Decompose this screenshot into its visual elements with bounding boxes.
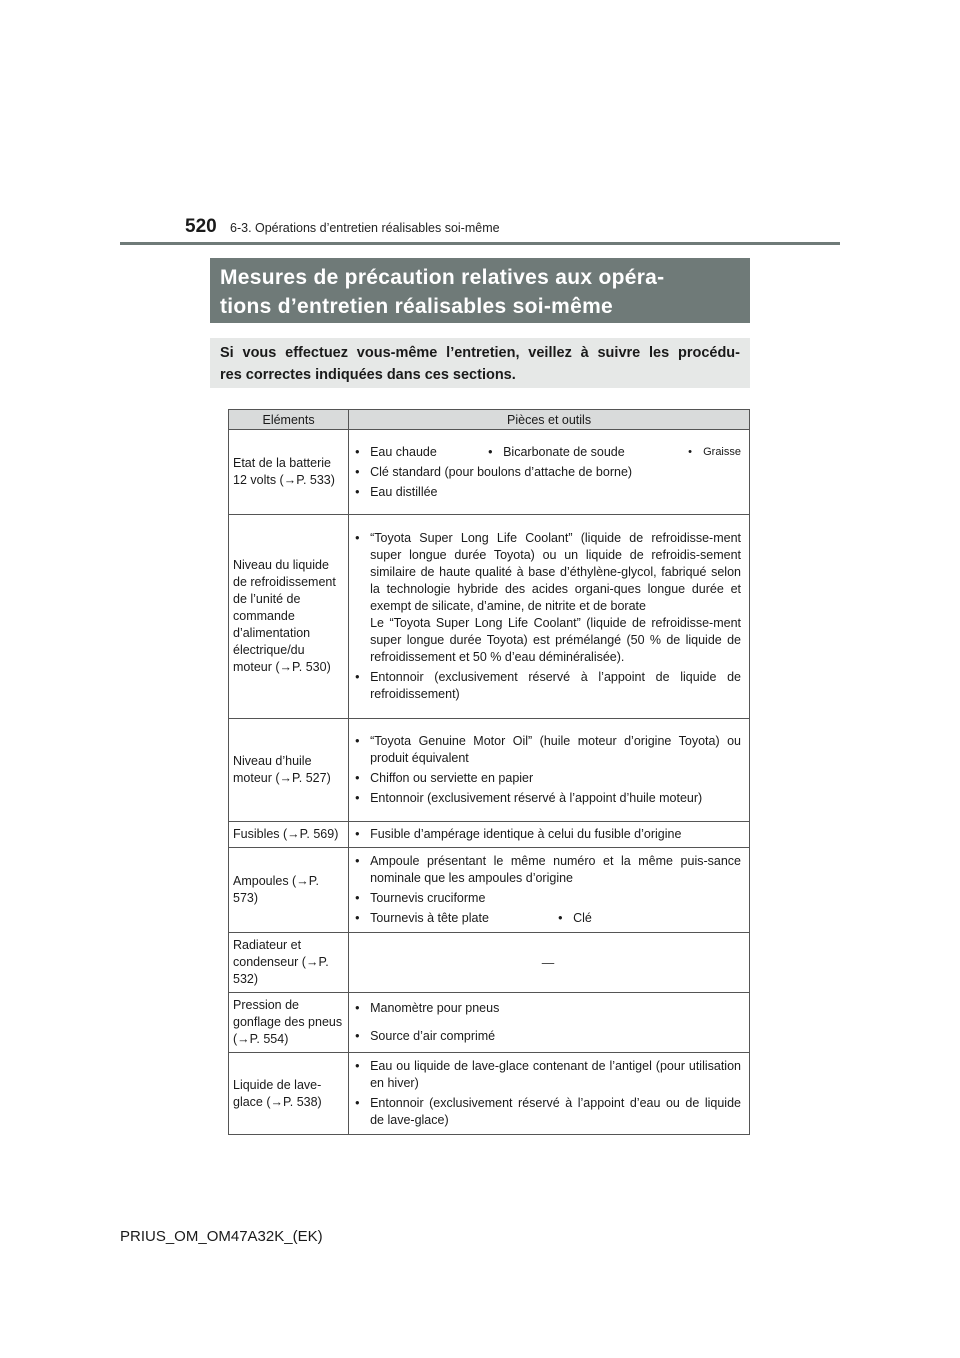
list-item: • Fusible d’ampérage identique à celui du fusible d’origine bbox=[355, 826, 741, 843]
list-item: • Tournevis cruciforme bbox=[355, 890, 741, 907]
header-elements: Eléments bbox=[229, 410, 349, 430]
list-item bbox=[355, 530, 741, 666]
parts-cell bbox=[349, 822, 750, 848]
element-cell: Pression de gonflage des pneus (→P. 554) bbox=[229, 993, 349, 1053]
list-item: • Manomètre pour pneus bbox=[355, 1000, 741, 1017]
element-cell: Niveau d’huile moteur (→P. 527) bbox=[229, 719, 349, 822]
table-row bbox=[229, 993, 750, 1053]
inline-item-group bbox=[355, 910, 741, 927]
list-item: • Entonnoir (exclusivement réservé à l’appoint de liquide de refroidissement) bbox=[355, 669, 741, 703]
parts-cell bbox=[349, 993, 750, 1053]
list-item: • Graisse bbox=[688, 444, 741, 461]
table-row bbox=[229, 515, 750, 719]
element-cell: Ampoules (→P. 573) bbox=[229, 848, 349, 933]
table-row bbox=[229, 822, 750, 848]
list-item: • “Toyota Genuine Motor Oil” (huile moteur d’origine Toyota) ou produit équivalent bbox=[355, 733, 741, 767]
list-item: • Eau ou liquide de lave-glace contenant de l’antigel (pour utilisation en hiver) bbox=[355, 1058, 741, 1092]
list-item: • Tournevis à tête plate bbox=[355, 910, 558, 927]
header-parts-tools: Pièces et outils bbox=[349, 410, 750, 430]
section-title-line-2: tions d’entretien réalisables soi-même bbox=[220, 295, 614, 318]
list-item-text: “Toyota Super Long Life Coolant” (liquide de refroidisse-ment super longue durée Toyota) ou un liquide de refroidis-sement similaire de haute qualité à base d’éthylène-glycol, fabriqué selon la technologie hybride des acides organi-ques longue durée et exempt de silicate, d’amine, de nitrite et de borate bbox=[370, 531, 741, 613]
inline-item-group bbox=[355, 444, 741, 461]
intro-line-1: Si vous effectuez vous-même l’entretien, veillez à suivre les procédu- bbox=[220, 345, 740, 361]
list-item: • Bicarbonate de soude bbox=[488, 444, 688, 461]
parts-cell bbox=[349, 719, 750, 822]
list-item: • Clé bbox=[558, 910, 592, 927]
element-cell: Etat de la batterie 12 volts (→P. 533) bbox=[229, 430, 349, 515]
element-cell: Radiateur et condenseur (→P. 532) bbox=[229, 933, 349, 993]
parts-cell bbox=[349, 430, 750, 515]
table-row bbox=[229, 848, 750, 933]
element-cell: Fusibles (→P. 569) bbox=[229, 822, 349, 848]
table-row bbox=[229, 430, 750, 515]
section-title bbox=[210, 258, 750, 323]
intro-text bbox=[210, 338, 750, 388]
parts-cell bbox=[349, 515, 750, 719]
header-divider bbox=[120, 242, 840, 245]
chapter-title: 6-3. Opérations d’entretien réalisables soi-même bbox=[230, 221, 500, 235]
list-item: • Eau distillée bbox=[355, 484, 741, 501]
list-item: • Source d’air comprimé bbox=[355, 1028, 741, 1045]
list-item: • Clé standard (pour boulons d’attache de borne) bbox=[355, 464, 741, 481]
parts-cell bbox=[349, 1053, 750, 1135]
section-title-line-1: Mesures de précaution relatives aux opéra- bbox=[220, 266, 665, 289]
list-item: • Entonnoir (exclusivement réservé à l’appoint d’huile moteur) bbox=[355, 790, 741, 807]
list-item: • Eau chaude bbox=[355, 444, 488, 461]
parts-cell bbox=[349, 848, 750, 933]
intro-line-2: res correctes indiquées dans ces sections. bbox=[220, 367, 516, 383]
table-header-row bbox=[229, 410, 750, 430]
table-row bbox=[229, 1053, 750, 1135]
list-item: • Chiffon ou serviette en papier bbox=[355, 770, 741, 787]
element-cell: Liquide de lave-glace (→P. 538) bbox=[229, 1053, 349, 1135]
list-item: • Entonnoir (exclusivement réservé à l’appoint d’eau ou de liquide de lave-glace) bbox=[355, 1095, 741, 1129]
list-item: • Ampoule présentant le même numéro et la même puis-sance nominale que les ampoules d’origine bbox=[355, 853, 741, 887]
document-code: PRIUS_OM_OM47A32K_(EK) bbox=[120, 1228, 323, 1245]
table-row bbox=[229, 719, 750, 822]
list-item-note: Le “Toyota Super Long Life Coolant” (liquide de refroidisse-ment super longue durée Toyota) est prémélangé (50 % de liquide de refroidissement et 50 % d’eau déminéralisée). bbox=[370, 616, 741, 664]
maintenance-table bbox=[228, 409, 750, 1135]
table-row bbox=[229, 933, 750, 993]
page-number: 520 bbox=[185, 216, 217, 237]
empty-dash-cell: — bbox=[349, 933, 750, 993]
element-cell: Niveau du liquide de refroidissement de l’unité de commande d’alimentation électrique/du moteur (→P. 530) bbox=[229, 515, 349, 719]
